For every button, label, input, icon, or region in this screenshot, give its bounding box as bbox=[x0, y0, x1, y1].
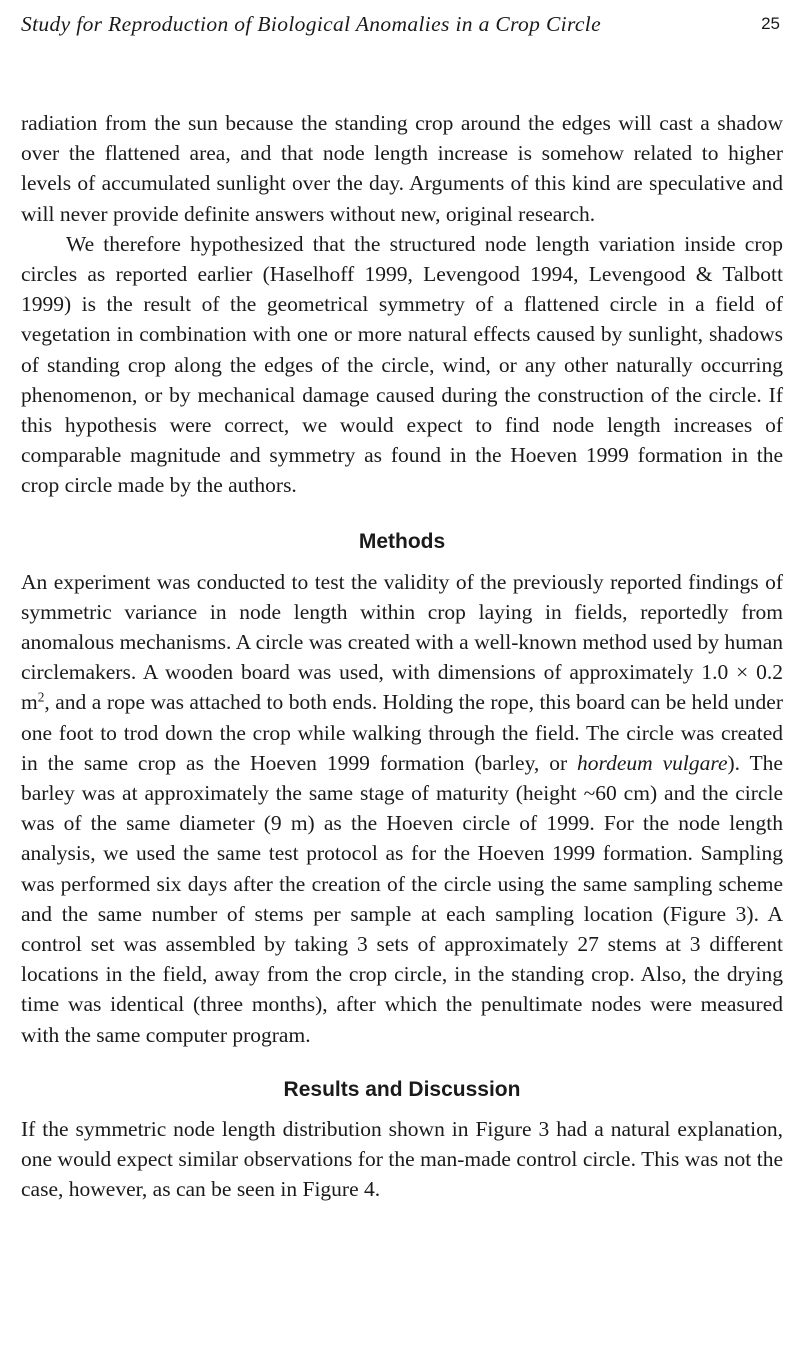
results-heading: Results and Discussion bbox=[283, 1077, 521, 1101]
results-paragraph: If the symmetric node length distribution shown in Figure 3 had a natural explanation, one would expect similar observations for the man-made control circle. This was not the case, however, as can be seen in Figure 4. bbox=[21, 1116, 783, 1202]
species-name: hordeum vulgare bbox=[577, 750, 728, 775]
article-body bbox=[21, 108, 783, 1205]
methods-heading: Methods bbox=[358, 529, 446, 553]
methods-text-part-1: An experiment was conducted to test the validity of the previously reported findings of symmetric variance in node length within crop laying in fields, reportedly from anomalous mechanisms. A circle was created with a well-known method used by human circlemakers. A wooden board was used, with dimensions of approximately 1.0 × 0.2 m bbox=[21, 569, 783, 715]
running-title: Study for Reproduction of Biological Anomalies in a Crop Circle bbox=[21, 12, 602, 36]
intro-paragraph-1: radiation from the sun because the standing crop around the edges will cast a shadow over the flattened area, and that node length increase is somehow related to higher levels of accumulated sunlight over the day. Arguments of this kind are speculative and will never provide definite answers without new, original research. bbox=[21, 111, 783, 226]
page-number: 25 bbox=[761, 14, 780, 33]
area-unit-superscript: 2 bbox=[37, 690, 45, 706]
hypothesis-paragraph: We therefore hypothesized that the structured node length variation inside crop circles as reported earlier (Haselhoff 1999, Levengood 1994, Levengood & Talbott 1999) is the result of the geometrical symmetry of a flattened circle in a field of vegetation in combination with one or more natural effects caused by sunlight, shadows of standing crop along the edges of the circle, wind, or any other naturally occurring phenomenon, or by mechanical damage caused during the construction of the circle. If this hypothesis were correct, we would expect to find node length increases of comparable magnitude and symmetry as found in the Hoeven 1999 formation in the crop circle made by the authors. bbox=[21, 231, 783, 498]
running-header bbox=[21, 12, 780, 40]
methods-paragraph bbox=[21, 567, 783, 1050]
methods-text-part-2: , and a rope was attached to both ends. Holding the rope, this board can be held under one foot to trod down the crop while walking through the field. The circle was created in the same crop as the Hoeven 1999 formation (barley, or bbox=[21, 690, 783, 775]
methods-text-part-3: ). The barley was at approximately the same stage of maturity (height ~60 cm) and the circle was of the same diameter (9 m) as the Hoeven circle of 1999. For the node length analysis, we used the same test protocol as for the Hoeven 1999 formation. Sampling was performed six days after the creation of the circle using the same sampling scheme and the same number of stems per sample at each sampling location (Figure 3). A control set was assembled by taking 3 sets of approximately 27 stems at 3 different locations in the field, away from the crop circle, in the standing crop. Also, the drying time was identical (three months), after which the penultimate nodes were measured with the same computer program. bbox=[21, 750, 783, 1047]
